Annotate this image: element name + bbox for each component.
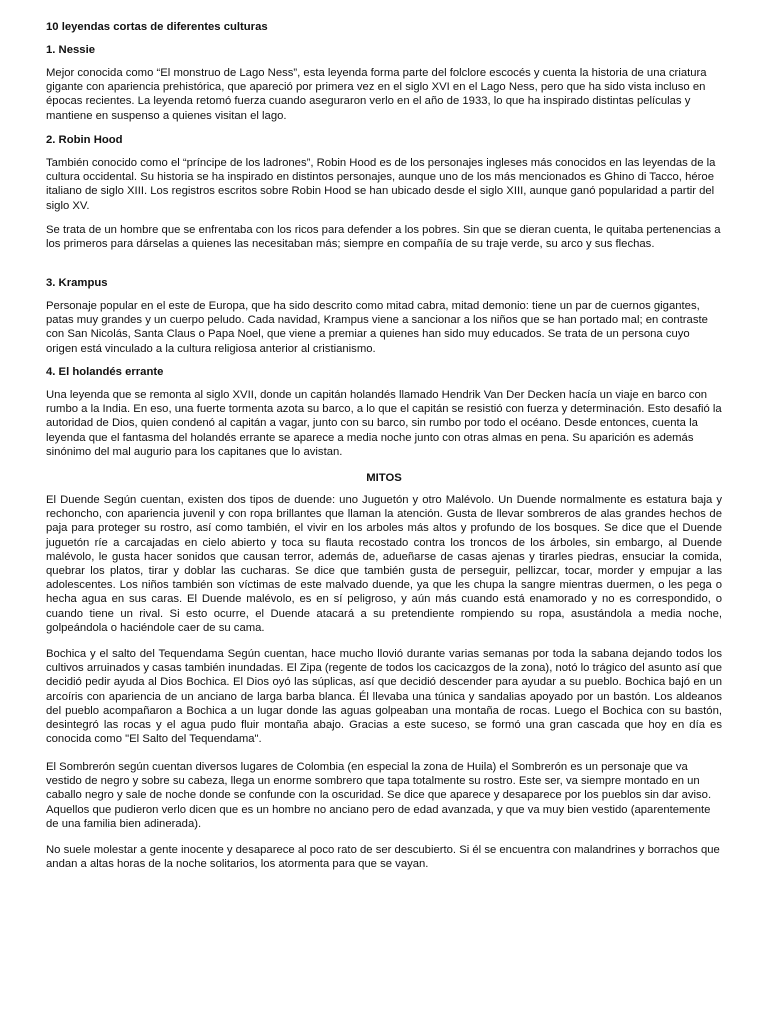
document-title: 10 leyendas cortas de diferentes culturas	[46, 21, 268, 33]
heading-krampus: 3. Krampus	[46, 277, 108, 289]
paragraph-sombreron: El Sombrerón según cuentan diversos lugares de Colombia (en especial la zona de Huila) el Sombrerón es un personaje que va vestido de negro y sobre su cabeza, llega un enorme sombrero que tapa totalmente su rostro. Este ser, va siempre montado en un caballo negro y sale de noche donde se confunde con la oscuridad. Se dice que aparece y desaparece por los pueblos sin dar aviso. Aquellos que pudieron verlo dicen que es un hombre no anciano pero de edad avanzada, y que va muy bien vestido (aparentemente de una familia bien adinerada).	[46, 761, 712, 830]
paragraph-sombreron-2: No suele molestar a gente inocente y desaparece al poco rato de ser descubierto. Si él se encuentra con malandrines y borrachos que andan a altas horas de la noche solitarios, los atormenta para que se vayan.	[46, 844, 720, 871]
heading-robin-hood: 2. Robin Hood	[46, 134, 123, 146]
paragraph-robin-hood-2: Se trata de un hombre que se enfrentaba con los ricos para defender a los pobres. Sin que se dieran cuenta, le quitaba pertenencias a los primeros para dárselas a quienes las necesitaban más; siempre en compañía de su traje verde, su arco y sus flechas.	[46, 224, 721, 251]
paragraph-nessie: Mejor conocida como “El monstruo de Lago Ness”, esta leyenda forma parte del folclore escocés y cuenta la historia de una criatura gigante con apariencia prehistórica, que apareció por primera vez en el siglo XVI en el Lago Ness, pero que ha sido vista incluso en épocas recientes. La leyenda retomó fuerza cuando aseguraron verlo en el año de 1933, lo que ha inspirado distintas películas y mantiene en suspenso a quienes visitan el lago.	[46, 67, 707, 122]
paragraph-duende: El Duende Según cuentan, existen dos tipos de duende: uno Juguetón y otro Malévolo. Un Duende normalmente es estatura baja y rechoncho, con apariencia juvenil y con ropa brillantes que llaman la atención. Gusta de llevar sombreros de alas grandes hechos de paja para proteger su rostro, así como también, el vivir en los arboles más altos y profundo de los bosques. Se dice que el Duende juguetón ríe a carcajadas en cielo abierto y toca su flauta recostado contra los troncos de los árboles, sin embargo, al Duende malévolo, le gusta hacer sonidos que causan terror, además de, adueñarse de casas ajenas y tirarles piedras, ensuciar la comida, quebrar los platos, tirar y doblar las cucharas. Se dice que también gusta de perseguir, pellizcar, tocar, morder y empujar a las adolescentes. Los niños también son víctimas de este malvado duende, ya que les chupa la sangre mientras duermen, o les pega o hecha agua en sus caras. El Duende malévolo, es en sí peligroso, y aún más cuando está enamorado y no es correspondido, o cuando tiene un rival. Si esto ocurre, el Duende atacará a su pretendiente rompiendo su ropa, asustándola a media noche, golpeándola o haciéndole caer de su cama.	[46, 494, 722, 634]
paragraph-bochica: Bochica y el salto del Tequendama Según cuentan, hace mucho llovió durante varias semanas por toda la sabana dejando todos los cultivos arruinados y casas también inundadas. El Zipa (regente de todos los cacicazgos de la zona), notó lo trágico del asunto así que decidió pedir ayuda al Dios Bochica. El Dios oyó las súplicas, así que decidió descender para ayudar a su pueblo. Bochica bajó en un arcoíris con apariencia de un anciano de larga barba blanca. Él llevaba una túnica y sandalias apoyado por un bastón. Los aldeanos del pueblo acompañaron a Bochica a un lugar donde las aguas golpeaban una montaña de rocas. Luego el Bochica con su bastón, desintegró las rocas y el agua pudo fluir montaña abajo. Gracias a este suceso, se formó una gran cascada que hoy en día es conocida como "El Salto del Tequendama".	[46, 648, 722, 746]
heading-nessie: 1. Nessie	[46, 44, 95, 56]
mitos-heading: MITOS	[366, 472, 402, 484]
paragraph-robin-hood-1: También conocido como el “príncipe de los ladrones”, Robin Hood es de los personajes ingleses más conocidos en las leyendas de la cultura occidental. Su historia se ha inspirado en distintos personajes, aunque uno de los más mencionados es Ghino di Tacco, héroe italiano de siglo XIII. Los registros escritos sobre Robin Hood se han ubicado desde el siglo XIII, aunque ganó popularidad a partir del siglo XV.	[46, 157, 716, 212]
paragraph-krampus: Personaje popular en el este de Europa, que ha sido descrito como mitad cabra, mitad demonio: tiene un par de cuernos gigantes, patas muy grandes y un cuerpo peludo. Cada navidad, Krampus viene a sancionar a los niños que se han portado mal; en contraste con San Nicolás, Santa Claus o Papa Noel, que viene a premiar a quienes han sido muy educados. Se trata de un persona cuyo origen está vinculado a la cultura religiosa anterior al cristianismo.	[46, 300, 708, 355]
heading-holandes-errante: 4. El holandés errante	[46, 366, 164, 378]
paragraph-holandes-errante: Una leyenda que se remonta al siglo XVII, donde un capitán holandés llamado Hendrik Van Der Decken hacía un viaje en barco con rumbo a la India. En eso, una fuerte tormenta azota su barco, a lo que el capitán se resistió con fuerza y determinación. Esto desafió la autoridad de Dios, quien condenó al capitán a vagar, junto con su barco, sin rumbo por todo el océano. Desde entonces, cuenta la leyenda que el fantasma del holandés errante se aparece a media noche junto con otras almas en pena. Su aparición es además sinónimo del mal augurio para los capitanes que lo avistan.	[46, 389, 722, 458]
